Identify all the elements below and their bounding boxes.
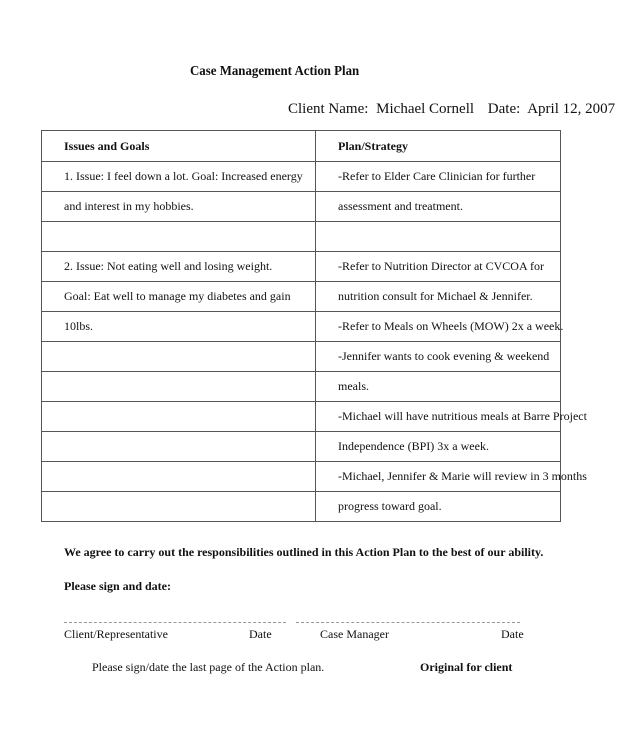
issue-cell: 1. Issue: I feel down a lot. Goal: Increased energy [42, 162, 316, 192]
issue-cell: and interest in my hobbies. [42, 192, 316, 222]
table-row [42, 492, 561, 522]
issue-cell [42, 342, 316, 372]
issue-cell [42, 432, 316, 462]
issue-cell: 10lbs. [42, 312, 316, 342]
issue-cell [42, 462, 316, 492]
plan-cell: assessment and treatment. [316, 192, 561, 222]
issue-cell: Goal: Eat well to manage my diabetes and gain [42, 282, 316, 312]
case-manager-signature-line[interactable] [296, 622, 520, 623]
client-rep-label: Client/Representative [64, 627, 168, 641]
plan-cell: -Michael, Jennifer & Marie will review in 3 months [316, 462, 561, 492]
table-row [42, 252, 561, 282]
sign-prompt: Please sign and date: [64, 579, 172, 593]
table-row [42, 222, 561, 252]
table-row [42, 372, 561, 402]
header-issues-goals: Issues and Goals [42, 131, 316, 162]
plan-cell: -Refer to Nutrition Director at CVCOA for [316, 252, 561, 282]
issue-cell: 2. Issue: Not eating well and losing weight. [42, 252, 316, 282]
date-label-2: Date [501, 627, 524, 641]
table-row [42, 402, 561, 432]
page-title: Case Management Action Plan [190, 64, 360, 79]
table-row [42, 162, 561, 192]
table-header-row [42, 131, 561, 162]
plan-cell: -Jennifer wants to cook evening & weekend [316, 342, 561, 372]
action-plan-table [41, 130, 587, 522]
table-row [42, 432, 561, 462]
table-row [42, 462, 561, 492]
plan-cell: -Refer to Elder Care Clinician for further [316, 162, 561, 192]
header-plan-strategy: Plan/Strategy [316, 131, 561, 162]
date-label: Date: [487, 101, 521, 117]
plan-cell: nutrition consult for Michael & Jennifer. [316, 282, 561, 312]
plan-cell: progress toward goal. [316, 492, 561, 522]
agreement-statement: We agree to carry out the responsibilities outlined in this Action Plan to the best of our ability. [64, 545, 544, 559]
client-name-value: Michael Cornell [376, 101, 475, 117]
issue-cell [42, 492, 316, 522]
plan-cell: meals. [316, 372, 561, 402]
case-manager-label: Case Manager [320, 627, 389, 641]
client-signature-line[interactable] [64, 622, 286, 623]
issue-cell [42, 402, 316, 432]
sign-instruction-note: Please sign/date the last page of the Action plan. [92, 660, 325, 674]
table-row [42, 342, 561, 372]
plan-cell: -Michael will have nutritious meals at Barre Project [316, 402, 561, 432]
client-name-label: Client Name: [288, 101, 369, 117]
date-label-1: Date [249, 627, 272, 641]
issue-cell [42, 222, 316, 252]
issue-cell [42, 372, 316, 402]
table-row [42, 192, 561, 222]
plan-cell: Independence (BPI) 3x a week. [316, 432, 561, 462]
plan-cell: -Refer to Meals on Wheels (MOW) 2x a week. [316, 312, 561, 342]
client-info-line [288, 101, 619, 118]
table-row [42, 282, 561, 312]
table-row [42, 312, 561, 342]
plan-cell [316, 222, 561, 252]
original-for-client: Original for client [420, 660, 513, 674]
date-value: April 12, 2007 [527, 101, 616, 117]
